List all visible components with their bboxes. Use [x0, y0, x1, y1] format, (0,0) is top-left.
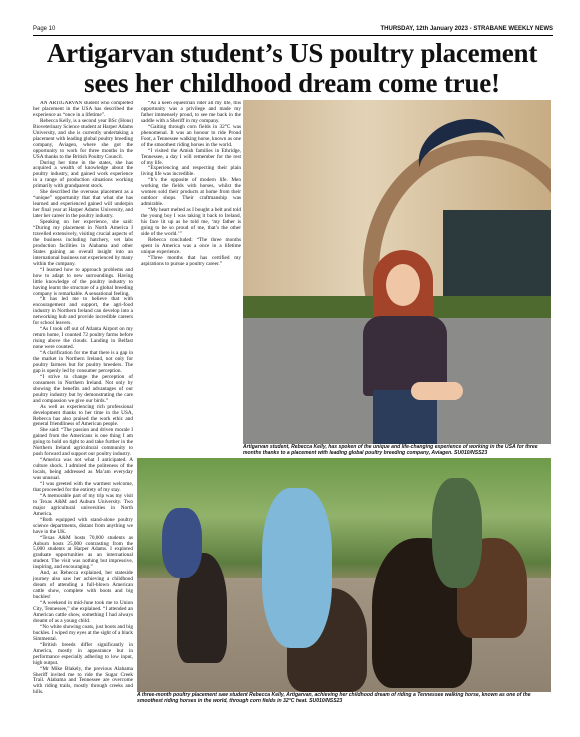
article-paragraph: “My heart melted as I bought a belt and told the young boy I was taking it back to Ireland, his face lit up as he told me, ‘my father is going to be so proud of me, that’s the other side of the world.’”: [141, 207, 241, 237]
article-paragraph: “It has led me to believe that with encouragement and support, the agri-food industry in Northern Ireland can develop into a networking hub and provide incredible careers for school leavers.: [33, 296, 133, 327]
article-paragraph: “A weekend in mid-June took me to Union City, Tennessee,” she explained. “I attended an American cattle show, something I had always dreamt of as a young child.: [33, 600, 133, 624]
article-paragraph: As well as experiencing rich professional development thanks to her time in the USA, Rebecca has also praised the work ethic and general friendliness of American people.: [33, 403, 133, 428]
article-paragraph: “Three months that has certified my aspirations to pursue a poultry career.”: [141, 254, 241, 267]
horse-riding-photo: [137, 458, 551, 692]
article-headline: Artigarvan student’s US poultry placement sees her childhood dream come true!: [46, 38, 538, 98]
article-paragraph: Speaking on her experience, she said: “During my placement in North America I travelled extensively, visiting crucial aspects of the business including hatchery, vet labs production facilities in Alabama and other States gaining an overall insight into an international business not experienced by many within the company.: [33, 219, 133, 267]
article-paragraph: “I strive to change the perception of consumers in Northern Ireland. Not only by showing the benefits and advantages of our poultry industry but by demonstrating the care and compassion we give our birds.”: [33, 373, 133, 404]
article-paragraph: “Gaiting through corn fields in 32°C was phenomenal. It was an honour to ride Proud Foot, a Tennessee walking horse, known as one of the smoothest riding horses in the world.: [141, 123, 241, 148]
face: [386, 264, 420, 306]
article-paragraph: “America was not what I anticipated. A culture shock. I admired the politeness of the locals, being addressed as Ma’am everyday was unusual.: [33, 457, 133, 482]
header-rule: [33, 35, 553, 36]
page-number: Page 10: [33, 26, 56, 32]
article-paragraph: “A memorable part of my trip was my visit to Texas A&M and Auburn University. Two major agricultural universities in North America.: [33, 492, 133, 517]
article-paragraph: AN ARTIGARVAN student who completed her placement in the USA has described the experience as “once in a lifetime”.: [33, 101, 133, 118]
issue-info: THURSDAY, 12th January 2023 - STRABANE WEEKLY NEWS: [380, 26, 553, 32]
photo-caption-portrait: Artigarvan student, Rebecca Kelly, has spoken of the unique and life-changing experience of working in the USA for three months thanks to a placement with leading global poultry breeding company, Aviagen. SU010/NSS23: [243, 444, 538, 456]
article-paragraph: She described the overseas placement as a “unique” opportunity that that what she has learned and experienced gained will underpin her final year at Harper Adams University, and later her career in the poultry industry.: [33, 189, 133, 220]
article-paragraph: Rebecca concluded: “The three months spent in America was a once in a lifetime unique experience.: [141, 236, 241, 255]
article-paragraph: “Experiencing and respecting their plain living life was incredible.: [141, 165, 241, 178]
article-paragraph: She said: “The passion and driven morale I gained from the Americans is one thing I am going to hold on tight to and take further in the Northern Ireland agricultural community to push forward and support our poultry industry.: [33, 427, 133, 458]
arm: [411, 382, 463, 400]
article-paragraph: Rebecca Kelly, is a second year BSc (Hons) Bioveterinary Science student at Harper Adams University, and she is currently undertaking a placement with leading global poultry breeding company, Aviagen, where she got the opportunity to work for three months in the USA thanks to the British Poultry Council.: [33, 117, 133, 160]
student-figure: [353, 250, 463, 444]
rider-right: [432, 478, 482, 588]
article-paragraph: “I visited the Amish families in Ethridge, Tennessee, a day I will remember for the rest of my life.: [141, 147, 241, 166]
rider-center: [262, 488, 332, 648]
student-portrait-photo: [243, 100, 551, 444]
article-paragraph: “Both equipped with stand-alone poultry science departments, distant from anything we have in the UK.: [33, 516, 133, 535]
article-paragraph: And, as Rebecca explained, her stateside journey also saw her achieving a childhood dream of attending a full-blown American cattle show, complete with boots and big buckles!: [33, 570, 133, 601]
article-paragraph: “I learned how to approach problems and how to adapt to new surroundings. Having little knowledge of the poultry industry to having learnt the structure of a global breeding company is remarkable. A sensational feeling.: [33, 266, 133, 297]
article-paragraph: “As a keen equestrian rider all my life, this opportunity was a privilege and made my father immensely proud, to see me back in the saddle with a Sheriff in my company.: [141, 101, 241, 124]
article-paragraph: “A clarification for me that there is a gap in the market in Northern Ireland, not only for poultry farmers but for poultry breeders. The gap is openly led by consumer perception.: [33, 350, 133, 374]
photo-caption-riding: A three-month poultry placement saw student Rebecca Kelly, Artigarvan, achieving her childhood dream of riding a Tennessee walking horse, known as one of the smoothest riding horses in the world, through corn fields in 32°C heat. SU010/NSS23: [137, 692, 531, 704]
article-paragraph: “No white showing coats, just boots and big buckles. I wiped my eyes at the sight of a black Simmental.: [33, 623, 133, 642]
article-paragraph: “As I took off out of Atlanta Airport on my return home, I counted 72 poultry farms before rising above the clouds. Landing in Belfast none were counted.: [33, 326, 133, 351]
article-paragraph: During her time in the states, she has acquired a wealth of knowledge about the poultry industry, and gained work experience in a range of production situations working primarily with grandparent stock.: [33, 159, 133, 190]
article-paragraph: “Texas A&M hosts 70,000 students as Auburn hosts 25,000 contrasting from the 5,000 students at Harper Adams. I explored graduate opportunities as an international student. The visit was nothing but impressive, inspiring, and encouraging.”: [33, 534, 133, 571]
article-paragraph: “It’s the opposite of modern life. Men working the fields with horses, whilst the women sold their products at home from their outdoor shops. Their craftmanship was admirable.: [141, 177, 241, 208]
article-paragraph: “Mr Mike Blakely, the previous Alabama Sheriff invited me to ride the Sugar Creek Trail. Alabama and Tennessee are overcome with riding trails, mostly through creeks and hills.: [33, 665, 133, 696]
article-paragraph: “I was greeted with the warmest welcome, that proceeded for the entirety of my stay.: [33, 481, 133, 493]
article-paragraph: “British breeds differ significantly in America, mostly in appearance but in performance especially adhering to low input, high output.: [33, 641, 133, 666]
rider-left: [162, 508, 202, 578]
